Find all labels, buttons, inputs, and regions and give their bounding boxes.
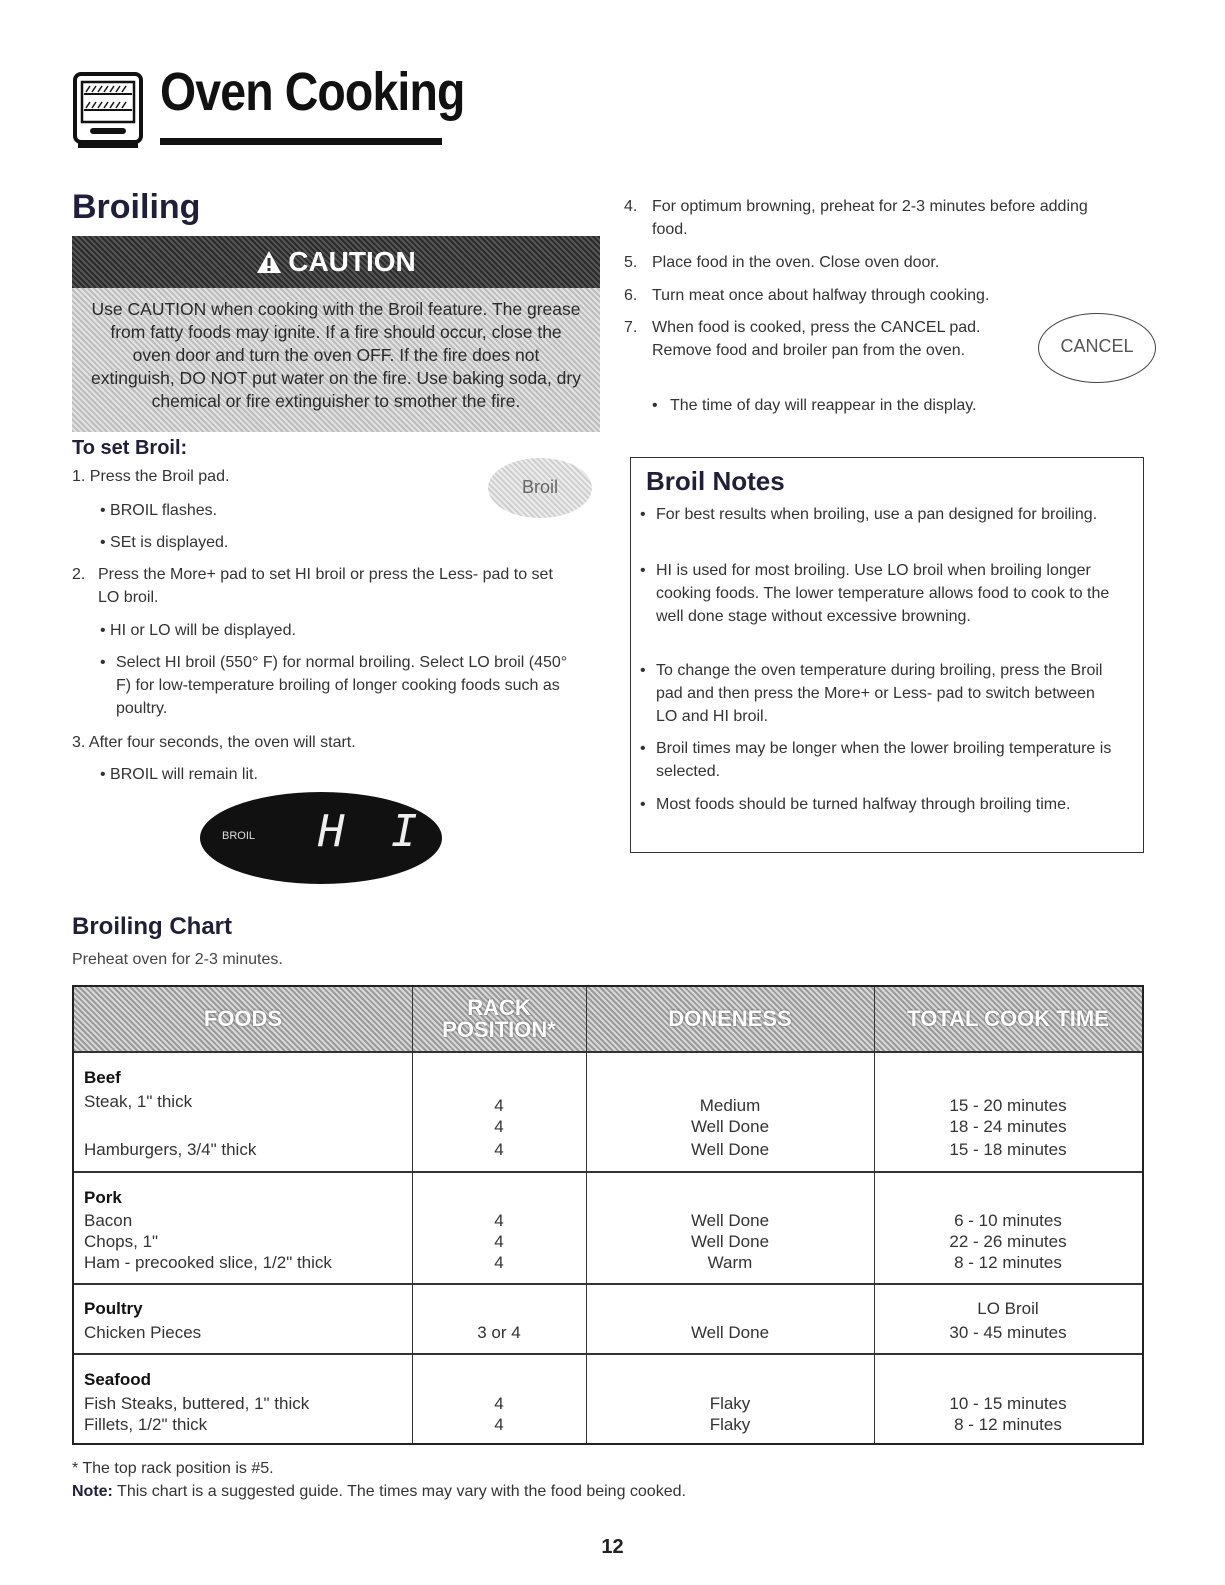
doneness-cell: Flaky bbox=[709, 1415, 751, 1434]
display-value: H I bbox=[318, 806, 428, 857]
step-1-bullet: • BROIL flashes. bbox=[100, 502, 218, 519]
row-divider bbox=[74, 1051, 1142, 1053]
doneness-cell: Flaky bbox=[709, 1394, 751, 1413]
note-item: • Most foods should be turned halfway through broiling time. bbox=[640, 796, 1071, 813]
rack-cell: 4 bbox=[494, 1232, 504, 1251]
note-item: • For best results when broiling, use a pan designed for broiling. bbox=[640, 506, 1098, 523]
broiling-table bbox=[72, 985, 1144, 1445]
set-broil-heading: To set Broil: bbox=[72, 437, 188, 459]
cancel-pad-button[interactable]: CANCEL bbox=[1038, 313, 1156, 383]
rack-cell: 4 bbox=[494, 1253, 504, 1272]
note-item: • To change the oven temperature during broiling, press the Broil pad and then press the More+ or Less- pad to switch between LO and HI broil. bbox=[640, 662, 1103, 725]
time-cell: 15 - 20 minutes bbox=[949, 1096, 1067, 1115]
doneness-cell: Warm bbox=[707, 1253, 753, 1272]
oven-icon bbox=[72, 68, 146, 152]
footnote: * The top rack position is #5. bbox=[72, 1460, 274, 1477]
oven-display bbox=[200, 792, 442, 884]
table-header bbox=[74, 987, 1142, 1051]
category-poultry: Poultry bbox=[84, 1299, 143, 1318]
header-foods: FOODS bbox=[203, 1006, 283, 1031]
food-cell: Fish Steaks, buttered, 1" thick bbox=[84, 1394, 310, 1413]
rack-cell: 4 bbox=[494, 1140, 504, 1159]
food-cell: Bacon bbox=[84, 1211, 133, 1230]
row-divider bbox=[74, 1283, 1142, 1285]
step-7-bullet: • The time of day will reappear in the display. bbox=[652, 397, 977, 414]
step-2-bullet: • Select HI broil (550° F) for normal broiling. Select LO broil (450° F) for low-temperature broiling of longer cooking foods such as poultry. bbox=[100, 654, 568, 717]
food-cell: Hamburgers, 3/4" thick bbox=[84, 1140, 257, 1159]
time-cell: 30 - 45 minutes bbox=[949, 1323, 1067, 1342]
caution-box bbox=[72, 236, 600, 432]
food-cell: Fillets, 1/2" thick bbox=[84, 1415, 208, 1434]
step-1-bullet: • SEt is displayed. bbox=[100, 534, 229, 551]
display-label: BROIL bbox=[222, 830, 256, 842]
category-pork: Pork bbox=[84, 1188, 122, 1207]
header-total-cook-time: TOTAL COOK TIME bbox=[907, 1006, 1109, 1031]
row-divider bbox=[74, 1353, 1142, 1355]
doneness-cell: Well Done bbox=[690, 1323, 770, 1342]
step-3-bullet: • BROIL will remain lit. bbox=[100, 766, 258, 783]
time-cell: LO Broil bbox=[977, 1299, 1039, 1318]
header-rack-position: RACK POSITION* bbox=[442, 995, 556, 1042]
food-cell: Chops, 1" bbox=[84, 1232, 159, 1251]
time-cell: 6 - 10 minutes bbox=[954, 1211, 1062, 1230]
caution-body bbox=[72, 288, 600, 432]
doneness-cell: Well Done bbox=[690, 1140, 770, 1159]
page-number: 12 bbox=[601, 1536, 624, 1558]
step-1: 1. Press the Broil pad. bbox=[72, 468, 230, 485]
doneness-cell: Well Done bbox=[690, 1232, 770, 1251]
rack-cell: 3 or 4 bbox=[477, 1323, 521, 1342]
rack-cell: 4 bbox=[494, 1117, 504, 1136]
rack-cell: 4 bbox=[494, 1096, 504, 1115]
row-divider bbox=[74, 1171, 1142, 1173]
broil-pad-button[interactable]: Broil bbox=[488, 458, 592, 518]
time-cell: 15 - 18 minutes bbox=[949, 1140, 1067, 1159]
time-cell: 22 - 26 minutes bbox=[949, 1232, 1067, 1251]
caution-header bbox=[72, 236, 600, 288]
time-cell: 8 - 12 minutes bbox=[954, 1415, 1062, 1434]
food-cell: Ham - precooked slice, 1/2" thick bbox=[84, 1253, 332, 1272]
note-item: • HI is used for most broiling. Use LO broil when broiling longer cooking foods. The lower temperature allows food to cook to the well done stage without excessive browning. bbox=[640, 562, 1110, 625]
caution-label: CAUTION bbox=[72, 246, 600, 278]
doneness-cell: Medium bbox=[699, 1096, 761, 1115]
step-2: 2. Press the More+ pad to set HI broil or press the Less- pad to set LO broil. bbox=[72, 566, 553, 606]
warning-icon bbox=[256, 250, 282, 274]
rack-cell: 4 bbox=[494, 1211, 504, 1230]
food-cell: Chicken Pieces bbox=[84, 1323, 202, 1342]
time-cell: 18 - 24 minutes bbox=[949, 1117, 1067, 1136]
time-cell: 8 - 12 minutes bbox=[954, 1253, 1062, 1272]
broil-notes-title: Broil Notes bbox=[646, 466, 785, 496]
doneness-cell: Well Done bbox=[690, 1211, 770, 1230]
step-4: 4. For optimum browning, preheat for 2-3 minutes before adding food. bbox=[624, 198, 1088, 238]
rack-cell: 4 bbox=[494, 1415, 504, 1434]
chart-note: Note: This chart is a suggested guide. The times may vary with the food being cooked. bbox=[72, 1483, 686, 1500]
category-beef: Beef bbox=[84, 1068, 121, 1087]
title-underline bbox=[160, 138, 442, 145]
category-seafood: Seafood bbox=[84, 1370, 152, 1389]
broiling-chart-subtitle: Preheat oven for 2-3 minutes. bbox=[72, 951, 283, 968]
doneness-cell: Well Done bbox=[690, 1117, 770, 1136]
page-title: Oven Cooking bbox=[160, 62, 465, 122]
food-cell: Steak, 1" thick bbox=[84, 1092, 193, 1111]
header-doneness: DONENESS bbox=[668, 1006, 792, 1031]
broiling-chart-heading: Broiling Chart bbox=[72, 913, 232, 940]
step-7: 7. When food is cooked, press the CANCEL pad. Remove food and broiler pan from the oven. bbox=[624, 319, 981, 359]
step-3: 3. After four seconds, the oven will start. bbox=[72, 734, 356, 751]
time-cell: 10 - 15 minutes bbox=[949, 1394, 1067, 1413]
step-2-bullet: • HI or LO will be displayed. bbox=[100, 622, 296, 639]
rack-cell: 4 bbox=[494, 1394, 504, 1413]
note-item: • Broil times may be longer when the lower broiling temperature is selected. bbox=[640, 740, 1112, 780]
step-5: 5. Place food in the oven. Close oven door. bbox=[624, 254, 940, 271]
step-6: 6. Turn meat once about halfway through cooking. bbox=[624, 287, 990, 304]
broiling-heading: Broiling bbox=[72, 188, 201, 226]
caution-text: Use CAUTION when cooking with the Broil feature. The grease from fatty foods may ignite. If a fire should occur, close the oven door and turn the oven OFF. If the fire does not extinguish, DO NOT put water on the fire. Use baking soda, dry chemical or fire extinguisher to smother the fire. bbox=[91, 299, 581, 411]
